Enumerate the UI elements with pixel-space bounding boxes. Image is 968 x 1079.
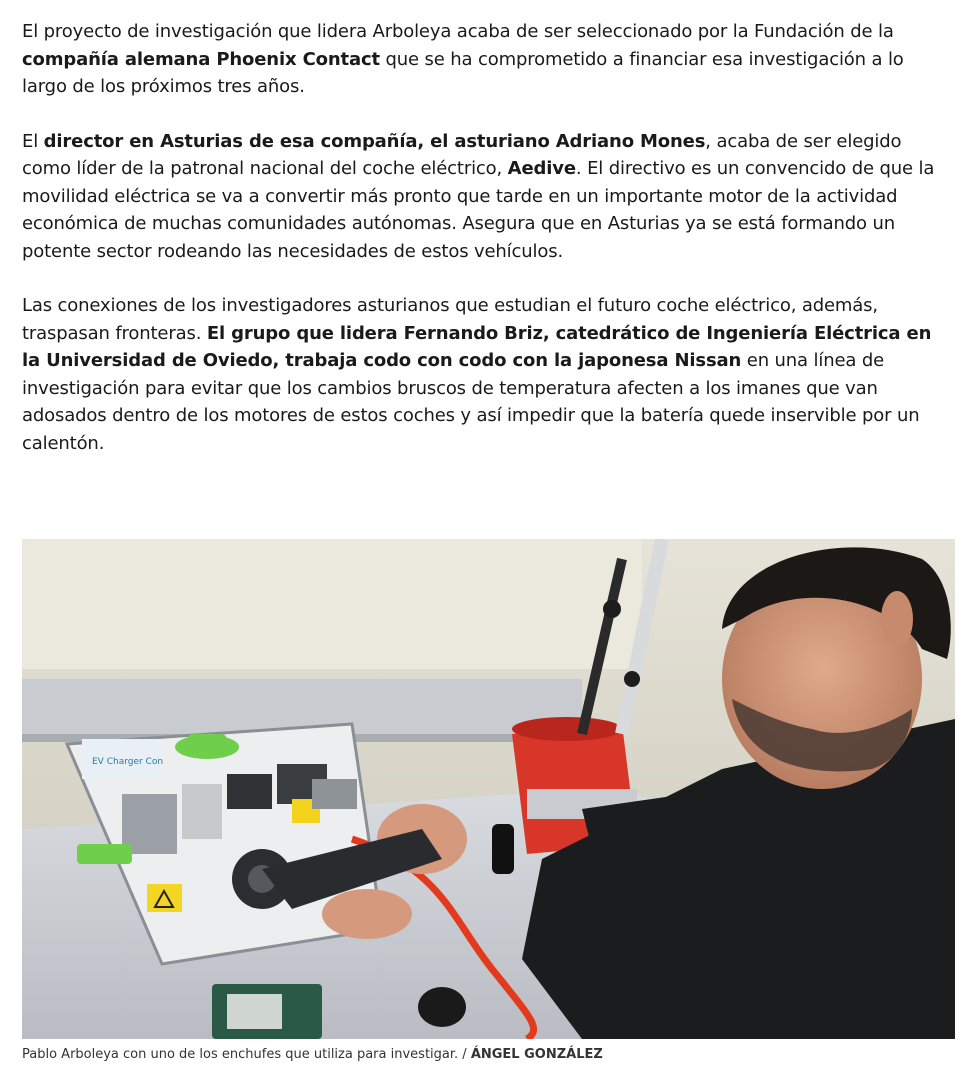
bold-run: compañía alemana Phoenix Contact — [22, 48, 380, 70]
article-body — [22, 18, 952, 484]
paragraph-3 — [22, 292, 952, 457]
text-run: que se ha comprometido a financiar esa investigación a lo largo de los próximos tres años. — [22, 48, 904, 97]
text-run: . El directivo es un convencido de que la movilidad eléctrica se va a convertir más pronto que tarde en un importante motor de la actividad económica de muchas comunidades autónomas. Asegura que en Asturias ya se está formando un potente sector rodeando las necesidades de estos vehículos. — [22, 158, 935, 262]
photo-credit: ÁNGEL GONZÁLEZ — [470, 1047, 603, 1062]
photo-caption — [22, 1047, 603, 1062]
photo-illustration — [22, 539, 955, 1039]
text-run: El — [22, 130, 44, 152]
text-run: en una línea de investigación para evitar que los cambios bruscos de temperatura afecten a los imanes que van adosados dentro de los motores de estos coches y así impedir que la batería quede inservible por un calentón. — [22, 350, 920, 454]
bold-run: El grupo que lidera Fernando Briz, catedrático de Ingeniería Eléctrica en la Universidad de Oviedo, trabaja codo con codo con la japonesa Nissan — [22, 322, 932, 371]
paragraph-2 — [22, 128, 952, 266]
panel-label: EV Charger Con — [92, 757, 164, 767]
article-photo — [22, 539, 955, 1039]
text-run: , acaba de ser elegido como líder de la patronal nacional del coche eléctrico, — [22, 130, 902, 179]
bold-run: director en Asturias de esa compañía, el asturiano Adriano Mones — [43, 130, 706, 152]
text-run: Las conexiones de los investigadores asturianos que estudian el futuro coche eléctrico, además, traspasan fronteras. — [22, 295, 878, 344]
text-run: El proyecto de investigación que lidera Arboleya acaba de ser seleccionado por la Fundación de la — [22, 21, 894, 42]
bold-run: Aedive — [507, 158, 576, 179]
paragraph-1 — [22, 18, 952, 101]
caption-text: Pablo Arboleya con uno de los enchufes que utiliza para investigar. / — [22, 1047, 471, 1062]
